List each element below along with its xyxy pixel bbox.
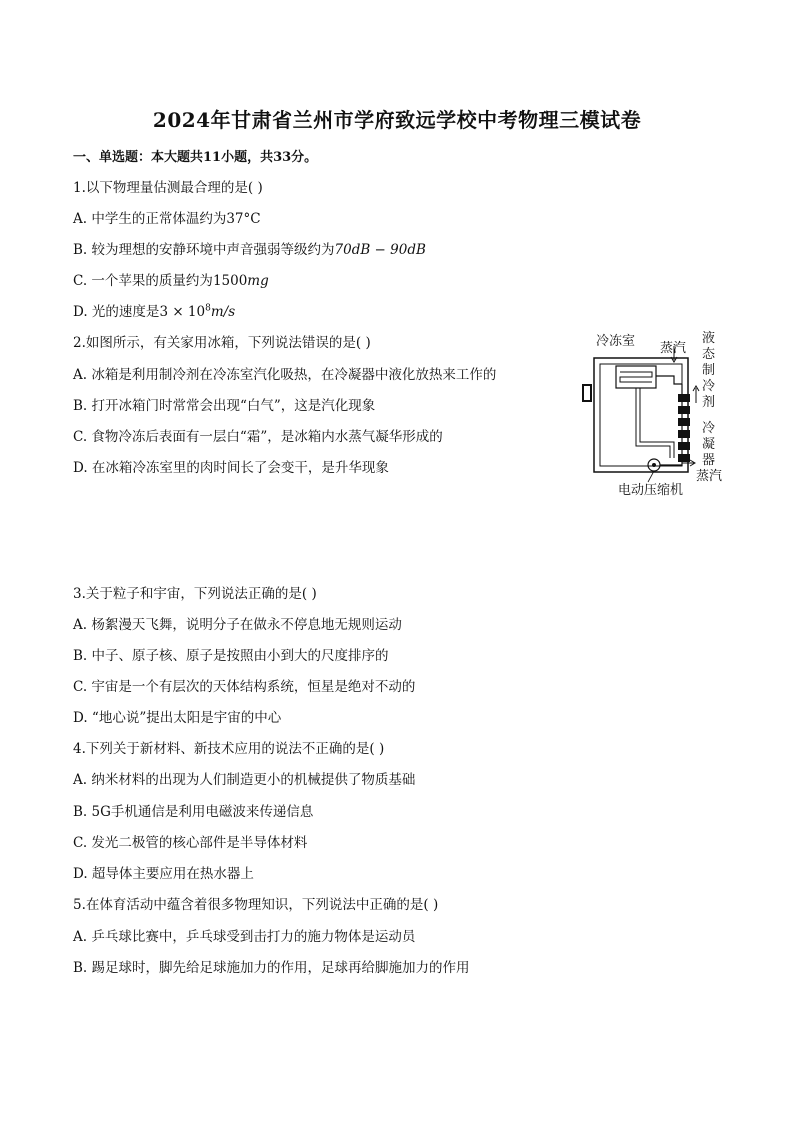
svg-text:剂: 剂: [702, 395, 716, 410]
q4-option-d: D. 超导体主要应用在热水器上: [73, 866, 254, 882]
q5-option-a: A. 乒乓球比赛中，乒乓球受到击打力的施力物体是运动员: [73, 929, 416, 945]
q3-stem: 3.关于粒子和宇宙，下列说法正确的是( ): [73, 586, 317, 602]
q1-option-b-math: 70dB − 90dB: [334, 242, 426, 258]
q1-option-d: [73, 300, 235, 320]
svg-text:冷: 冷: [702, 379, 716, 394]
door-handle: [583, 385, 591, 401]
q4-option-b: B. 5G手机通信是利用电磁波来传递信息: [73, 804, 314, 820]
compressor-hub: [652, 463, 656, 467]
q1-option-d-unit: m/s: [210, 304, 236, 320]
svg-text:液: 液: [702, 331, 716, 346]
q3-option-a: A. 杨絮漫天飞舞，说明分子在做永不停息地无规则运动: [73, 617, 402, 633]
q1-option-d-text: D. 光的速度是: [73, 304, 160, 320]
return-pipe: [636, 388, 670, 458]
q2-option-d: D. 在冰箱冷冻室里的肉时间长了会变干，是升华现象: [73, 460, 389, 476]
q2-option-b: B. 打开冰箱门时常常会出现“白气”，这是汽化现象: [73, 398, 376, 414]
svg-text:制: 制: [702, 363, 716, 378]
q5-option-b: B. 踢足球时，脚先给足球施加力的作用，足球再给脚施加力的作用: [73, 960, 470, 976]
q3-option-b: B. 中子、原子核、原子是按照由小到大的尺度排序的: [73, 648, 389, 664]
q2-stem: 2.如图所示，有关家用冰箱，下列说法错误的是( ): [73, 335, 371, 351]
q1-option-a: A. 中学生的正常体温约为37°C: [73, 211, 261, 227]
label-freezer: 冷冻室: [596, 334, 636, 349]
return-pipe-inner: [640, 388, 674, 458]
q2-option-a: A. 冰箱是利用制冷剂在冷冻室汽化吸热，在冷凝器中液化放热来工作的: [73, 367, 497, 383]
svg-text:态: 态: [702, 347, 716, 362]
q1-option-b: [73, 238, 426, 258]
q4-option-a: A. 纳米材料的出现为人们制造更小的机械提供了物质基础: [73, 772, 416, 788]
svg-text:器: 器: [702, 453, 716, 468]
q1-option-d-exp: 8: [205, 303, 211, 314]
q3-option-c: C. 宇宙是一个有层次的天体结构系统，恒星是绝对不动的: [73, 679, 416, 695]
evaporator-coil: [620, 372, 652, 382]
q4-stem: 4.下列关于新材料、新技术应用的说法不正确的是( ): [73, 741, 385, 757]
label-liquid-refrigerant: [702, 330, 716, 410]
q1-option-b-text: B. 较为理想的安静环境中声音强弱等级约为: [73, 242, 335, 258]
q4-option-c: C. 发光二极管的核心部件是半导体材料: [73, 835, 308, 851]
q1-option-d-coef: 3 × 10: [159, 304, 206, 320]
q2-option-c: C. 食物冷冻后表面有一层白“霜”，是冰箱内水蒸气凝华形成的: [73, 429, 443, 445]
refrigerant-pipe-top: [656, 376, 682, 384]
q5-stem: 5.在体育活动中蕴含着很多物理知识，下列说法中正确的是( ): [73, 897, 439, 913]
q3-option-d: D. “地心说”提出太阳是宇宙的中心: [73, 710, 282, 726]
q1-option-c-text: C. 一个苹果的质量约为: [73, 273, 213, 289]
svg-text:冷: 冷: [702, 421, 716, 436]
label-steam-top: 蒸汽: [660, 341, 687, 356]
label-steam-bottom: 蒸汽: [696, 469, 723, 484]
label-compressor: 电动压缩机: [618, 483, 684, 498]
q1-option-c-unit: mg: [247, 273, 269, 289]
label-condenser: [702, 420, 715, 468]
q1-option-c: [73, 269, 269, 289]
refrigerator-diagram: [578, 328, 728, 500]
svg-text:凝: 凝: [702, 437, 716, 452]
q1-stem: 1.以下物理量估测最合理的是( ): [73, 180, 263, 196]
exam-title: 2024年甘肃省兰州市学府致远学校中考物理三模试卷: [152, 108, 642, 132]
section-heading: 一、单选题：本大题共11小题，共33分。: [73, 150, 318, 165]
q1-option-c-num: 1500: [212, 273, 248, 289]
